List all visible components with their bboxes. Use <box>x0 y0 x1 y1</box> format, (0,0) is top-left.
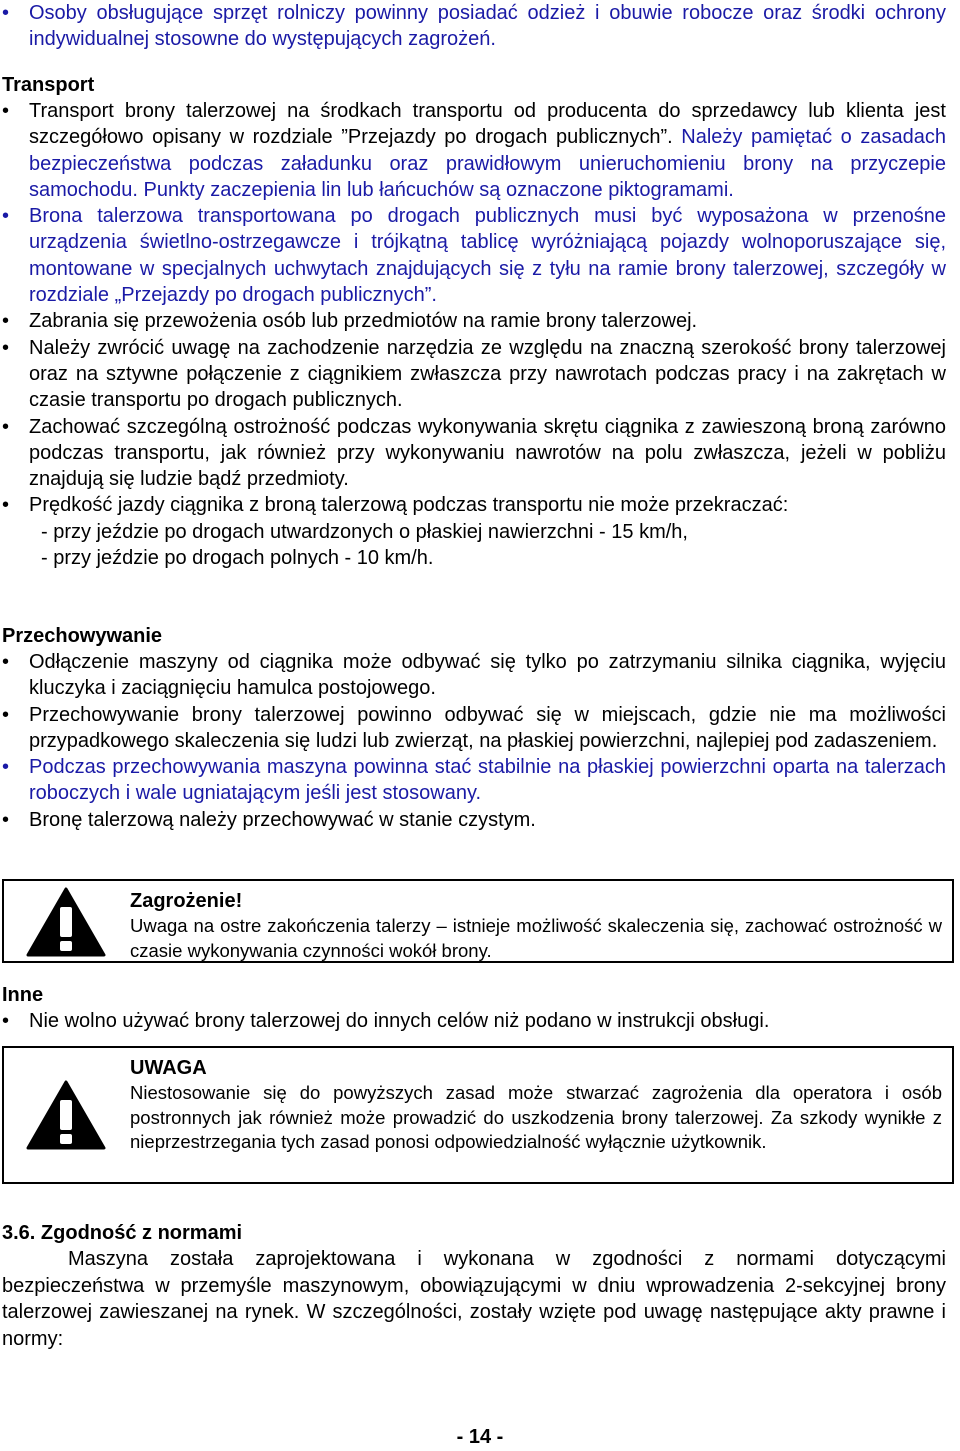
warning-body: Uwaga na ostre zakończenia talerzy – istnieje możliwość skaleczenia się, zachować ostrożność w czasie wykonywania czynności wokół brony. <box>130 915 942 961</box>
list-item: • Osoby obsługujące sprzęt rolniczy powinny posiadać odzież i obuwie robocze oraz środki ochrony indywidualnej stosowne do występujących zagrożeń. <box>0 0 946 53</box>
list-item: • Bronę talerzową należy przechowywać w stanie czystym. <box>0 807 946 833</box>
transport-section <box>0 72 960 571</box>
warning-box-hazard <box>2 879 954 963</box>
list-item <box>0 98 946 203</box>
other-section <box>0 982 960 1034</box>
list-item-text-blue: Należy pamiętać o zasadach bezpieczeństwa podczas załadunku oraz prawidłowym unieruchomieniu brony na przyczepie samochodu. Punkty zaczepienia lin lub łańcuchów są oznaczone piktogramami. <box>29 126 947 201</box>
conformity-section <box>2 1220 960 1352</box>
section-heading-storage: Przechowywanie <box>2 625 163 647</box>
list-item: • Brona talerzowa transportowana po drogach publicznych musi być wyposażona w przenośne urządzenia świetlno-ostrzegawcze i trójkątną tablicę wyróżniającą pojazdy wolnoporuszające się, montowane w specjalnych uchwytach znajdujących się z tyłu na ramie brony talerzowej, szczegóły w rozdziale „Przejazdy po drogach publicznych”. <box>0 203 946 308</box>
speed-limit-paved: - przy jeździe po drogach utwardzonych o płaskiej nawierzchni - 15 km/h, <box>41 520 688 543</box>
warning-box-notice <box>2 1046 954 1184</box>
speed-limit-field: - przy jeździe po drogach polnych - 10 km/h. <box>41 547 434 570</box>
storage-section <box>0 623 960 833</box>
conformity-paragraph: Maszyna została zaprojektowana i wykonana w zgodności z normami dotyczącymi bezpieczeństwa w przemyśle maszynowym, obowiązującymi w dniu wprowadzenia 2-sekcyjnej brony talerzowej zawieszanej na rynek. W szczególności, zostały wzięte pod uwagę następujące akty prawne i normy: <box>2 1248 946 1350</box>
list-item: • Należy zwrócić uwagę na zachodzenie narzędzia ze względu na znaczną szerokość brony talerzowej oraz na sztywne połączenie z ciągnikiem zwłaszcza przy nawrotach podczas pracy i na zakrętach w czasie transportu po drogach publicznych. <box>0 335 946 414</box>
warning-title: Zagrożenie! <box>130 890 243 912</box>
section-heading-other: Inne <box>2 984 44 1006</box>
warning-exclamation-icon <box>26 1080 106 1150</box>
list-item <box>0 492 946 571</box>
list-item: • Zabrania się przewożenia osób lub przedmiotów na ramie brony talerzowej. <box>0 308 946 334</box>
page-number: - 14 - <box>456 1426 504 1448</box>
list-item: • Przechowywanie brony talerzowej powinno odbywać się w miejscach, gdzie nie ma możliwości przypadkowego skaleczenia się ludzi lub zwierząt, na płaskiej powierzchni, najlepiej pod zadaszeniem. <box>0 702 946 755</box>
list-item: • Nie wolno używać brony talerzowej do innych celów niż podano w instrukcji obsługi. <box>0 1008 946 1034</box>
list-item: • Odłączenie maszyny od ciągnika może odbywać się tylko po zatrzymaniu silnika ciągnika, wyjęciu kluczyka i zaciągnięciu hamulca postojowego. <box>0 649 946 702</box>
list-item-text: Prędkość jazdy ciągnika z broną talerzową podczas transportu nie może przekraczać: <box>29 494 789 517</box>
warning-title: UWAGA <box>130 1057 207 1079</box>
list-item: • Podczas przechowywania maszyna powinna stać stabilnie na płaskiej powierzchni oparta na talerzach roboczych i wale ugniatającym jeśli jest stosowany. <box>0 754 946 807</box>
section-heading-conformity: 3.6. Zgodność z normami <box>2 1222 243 1244</box>
warning-body: Niestosowanie się do powyższych zasad może stwarzać zagrożenia dla operatora i osób postronnych jak również może prowadzić do uszkodzenia brony talerzowej. Za szkody wynikłe z nieprzestrzegania tych zasad ponosi odpowiedzialność wyłącznie użytkownik. <box>130 1082 942 1152</box>
section-heading-transport: Transport <box>2 74 95 96</box>
warning-exclamation-icon <box>26 887 106 957</box>
list-item-text: Transport brony talerzowej na środkach transportu od producenta do sprzedawcy lub klienta jest szczegółowo opisany w rozdziale ”Przejazdy po drogach publicznych”. <box>29 100 946 149</box>
list-item: • Zachować szczególną ostrożność podczas wykonywania skrętu ciągnika z zawieszoną broną zarówno podczas transportu, jak również przy wykonywaniu nawrotów na polu zwłaszcza, jeżeli w pobliżu znajdują się ludzie bądź przedmioty. <box>0 414 946 493</box>
intro-section <box>0 0 960 53</box>
